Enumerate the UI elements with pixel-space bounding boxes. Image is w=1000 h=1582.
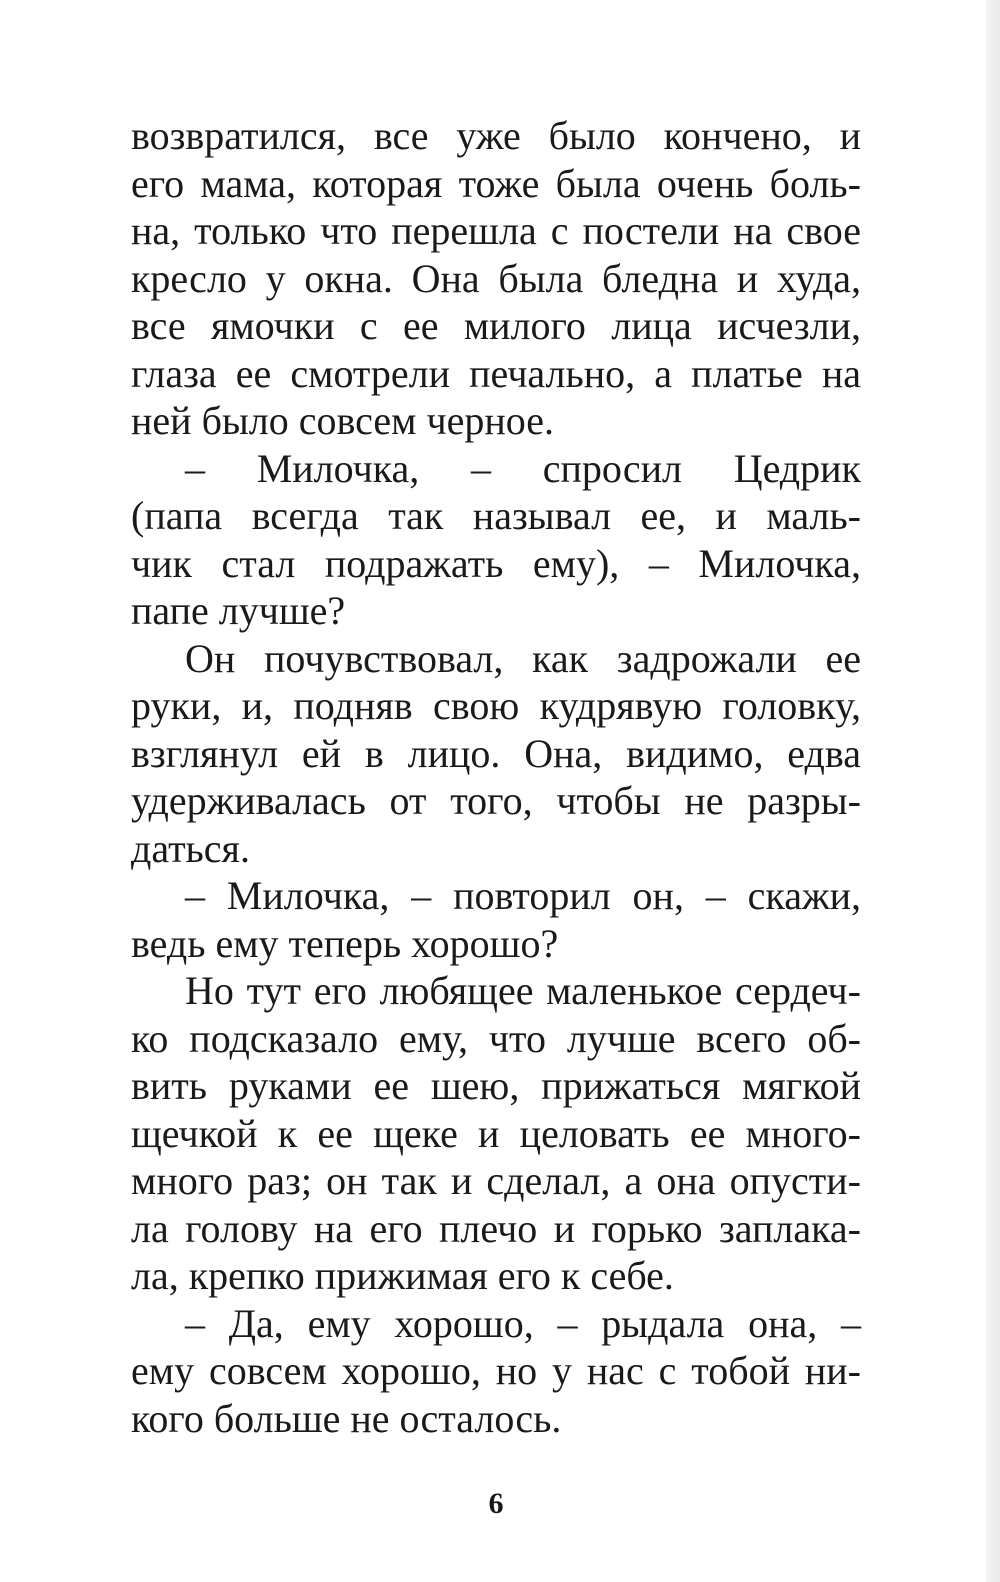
text-line: ла голову на его плечо и горько заплака- — [131, 1205, 861, 1251]
text-line: даться. — [131, 825, 250, 871]
text-line: возвратился, все уже было кончено, и — [131, 113, 861, 158]
text-line: много раз; он так и сделал, а она опусти- — [131, 1158, 861, 1203]
text-line: Он почувствовал, как задрожали ее — [185, 635, 861, 681]
text-line: щечкой к ее щеке и целовать ее много- — [131, 1110, 861, 1156]
text-line: – Милочка, – повторил он, – скажи, — [185, 873, 861, 918]
text-line: – Да, ему хорошо, – рыдала она, – — [185, 1300, 861, 1346]
text-line: удерживалась от того, чтобы не разры- — [131, 778, 861, 823]
page-number: 6 — [488, 1487, 504, 1520]
text-line: ней было совсем черное. — [131, 398, 554, 443]
text-line: (папа всегда так называл ее, и маль- — [131, 493, 861, 538]
text-line: папе лучше? — [131, 588, 346, 633]
text-line: глаза ее смотрели печально, а платье на — [131, 350, 861, 396]
text-line: ла, крепко прижимая его к себе. — [131, 1253, 674, 1298]
text-line: на, только что перешла с постели на свое — [131, 208, 861, 253]
text-line: его мама, которая тоже была очень боль- — [131, 160, 861, 206]
text-line: вить руками ее шею, прижаться мягкой — [131, 1063, 861, 1108]
text-line: руки, и, подняв свою кудрявую головку, — [131, 683, 861, 728]
text-line: – Милочка, – спросил Цедрик — [185, 445, 861, 491]
text-line: кресло у окна. Она была бледна и худа, — [131, 255, 861, 301]
text-line: все ямочки с ее милого лица исчезли, — [131, 303, 861, 348]
text-line: кого больше не осталось. — [131, 1395, 562, 1441]
page-edge-shadow — [986, 0, 1000, 1582]
body-text — [131, 112, 861, 1442]
text-line: взглянул ей в лицо. Она, видимо, едва — [131, 730, 861, 776]
text-line: ведь ему теперь хорошо? — [131, 920, 559, 966]
text-line: ко подсказало ему, что лучше всего об- — [131, 1015, 861, 1061]
text-line: Но тут его любящее маленькое сердеч- — [185, 968, 861, 1013]
text-line: чик стал подражать ему), – Милочка, — [131, 540, 861, 586]
text-line: ему совсем хорошо, но у нас с тобой ни- — [131, 1348, 861, 1393]
